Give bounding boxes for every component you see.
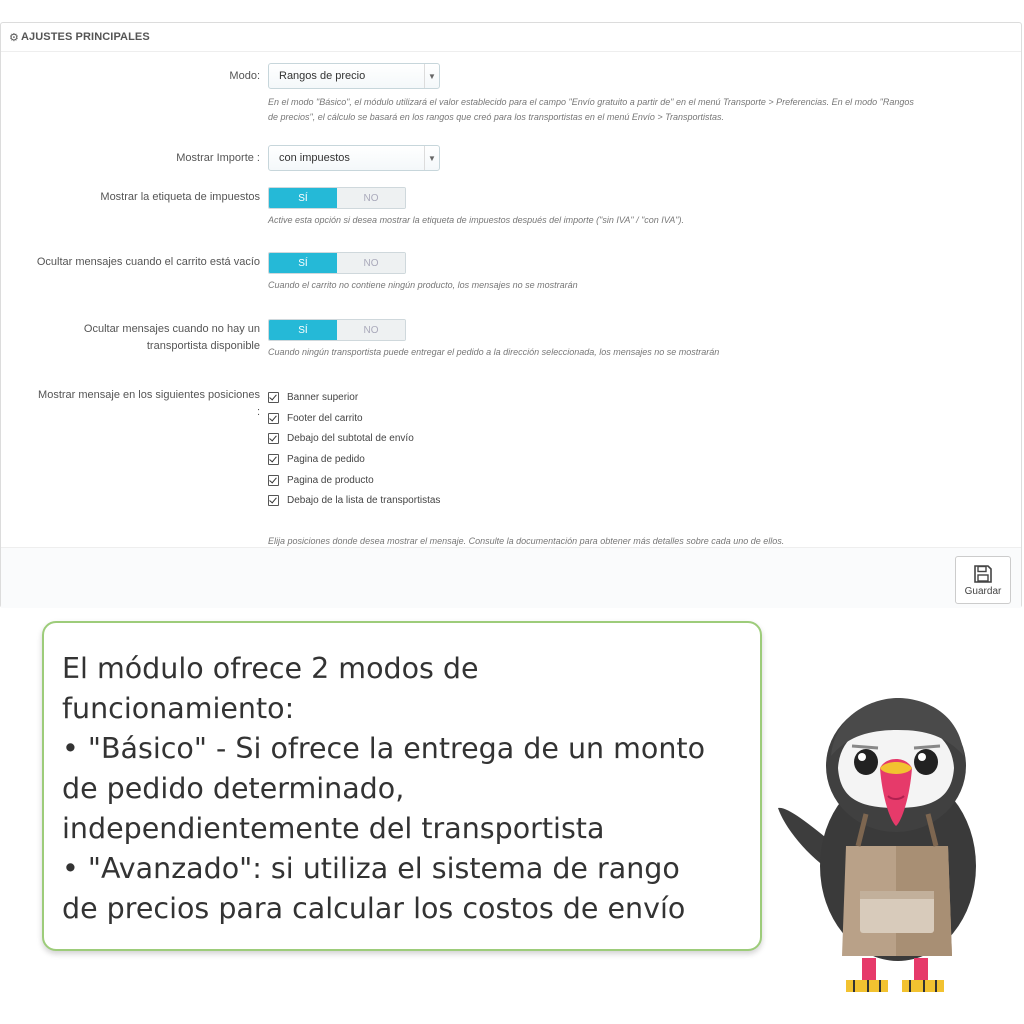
switch-no[interactable]: NO	[337, 253, 405, 273]
checkbox-label: Pagina de pedido	[287, 453, 365, 465]
no-carrier-label-line: transportista disponible	[146, 340, 260, 352]
callout-line: funcionamiento:	[62, 692, 295, 725]
checkbox-footer-carrito[interactable]	[268, 408, 440, 429]
panel-header	[1, 23, 1021, 52]
checkbox-banner-superior[interactable]	[268, 387, 440, 408]
no-carrier-label-line: Ocultar mensajes cuando no hay un	[83, 323, 260, 335]
checkbox-pagina-producto[interactable]	[268, 470, 440, 491]
tax-label-help: Active esta opción si desea mostrar la etiqueta de impuestos después del importe ("sin IVA" / "con IVA").	[268, 215, 684, 225]
positions-label	[10, 387, 260, 421]
positions-checkbox-list	[268, 387, 440, 511]
amount-select-value: con impuestos	[279, 152, 350, 164]
checkbox-checked-icon[interactable]	[268, 433, 279, 444]
positions-help: Elija posiciones donde desea mostrar el mensaje. Consulte la documentación para obtener más detalles sobre cada uno de ellos.	[268, 536, 785, 546]
switch-no[interactable]: NO	[337, 188, 405, 208]
amount-label: Mostrar Importe :	[176, 152, 260, 164]
save-button[interactable]	[955, 556, 1011, 604]
callout-line: independientemente del transportista	[62, 812, 605, 845]
no-carrier-help: Cuando ningún transportista puede entregar el pedido a la dirección seleccionada, los mensajes no se mostrarán	[268, 347, 720, 357]
positions-label-line: :	[256, 406, 260, 418]
tax-label-switch[interactable]	[268, 187, 406, 209]
mode-help-line: de precios", el cálculo se basará en los rangos que creó para los transportistas en el menú Envío > Transportistas.	[268, 112, 725, 122]
checkbox-pagina-pedido[interactable]	[268, 449, 440, 470]
callout-line: El módulo ofrece 2 modos de	[62, 652, 479, 685]
checkbox-checked-icon[interactable]	[268, 495, 279, 506]
cogs-icon: ⚙	[9, 31, 19, 44]
switch-yes[interactable]: SÍ	[269, 320, 337, 340]
save-label: Guardar	[964, 585, 1002, 597]
positions-label-line: Mostrar mensaje en los siguientes posiciones	[38, 389, 260, 401]
checkbox-label: Pagina de producto	[287, 474, 374, 486]
checkbox-checked-icon[interactable]	[268, 413, 279, 424]
floppy-disk-icon	[973, 564, 993, 584]
no-carrier-label	[10, 321, 260, 355]
empty-cart-help: Cuando el carrito no contiene ningún producto, los mensajes no se mostrarán	[268, 280, 578, 290]
mode-select-value: Rangos de precio	[279, 70, 366, 82]
info-callout	[42, 621, 762, 951]
panel-footer	[1, 547, 1021, 608]
chevron-down-icon: ▼	[424, 64, 439, 88]
panel-title: AJUSTES PRINCIPALES	[20, 31, 150, 43]
switch-yes[interactable]: SÍ	[269, 188, 337, 208]
checkbox-label: Debajo del subtotal de envío	[287, 433, 414, 445]
checkbox-checked-icon[interactable]	[268, 475, 279, 486]
mode-help	[268, 95, 1008, 125]
amount-select[interactable]	[268, 145, 440, 171]
checkbox-lista-transportistas[interactable]	[268, 490, 440, 511]
empty-cart-switch[interactable]	[268, 252, 406, 274]
mode-label: Modo:	[229, 70, 260, 82]
chevron-down-icon: ▼	[424, 146, 439, 170]
callout-line: de precios para calcular los costos de envío	[62, 892, 686, 925]
switch-no[interactable]: NO	[337, 320, 405, 340]
checkbox-subtotal-envio[interactable]	[268, 428, 440, 449]
mode-select[interactable]	[268, 63, 440, 89]
empty-cart-label: Ocultar mensajes cuando el carrito está vacío	[36, 256, 260, 268]
switch-yes[interactable]: SÍ	[269, 253, 337, 273]
checkbox-checked-icon[interactable]	[268, 392, 279, 403]
callout-line: • "Avanzado": si utiliza el sistema de rango	[62, 852, 680, 885]
callout-line: de pedido determinado,	[62, 772, 405, 805]
tax-label-label: Mostrar la etiqueta de impuestos	[100, 191, 260, 203]
checkbox-label: Banner superior	[287, 391, 359, 403]
callout-line: • "Básico" - Si ofrece la entrega de un monto	[62, 732, 706, 765]
checkbox-checked-icon[interactable]	[268, 454, 279, 465]
no-carrier-switch[interactable]	[268, 319, 406, 341]
checkbox-label: Debajo de la lista de transportistas	[287, 495, 441, 507]
mode-help-line: En el modo "Básico", el módulo utilizará el valor establecido para el campo "Envío gratuito a partir de" en el menú Transporte > Preferencias. En el modo "Rangos	[268, 97, 914, 107]
checkbox-label: Footer del carrito	[287, 412, 363, 424]
puffin-mascot-illustration	[776, 696, 988, 996]
settings-panel	[0, 22, 1022, 608]
